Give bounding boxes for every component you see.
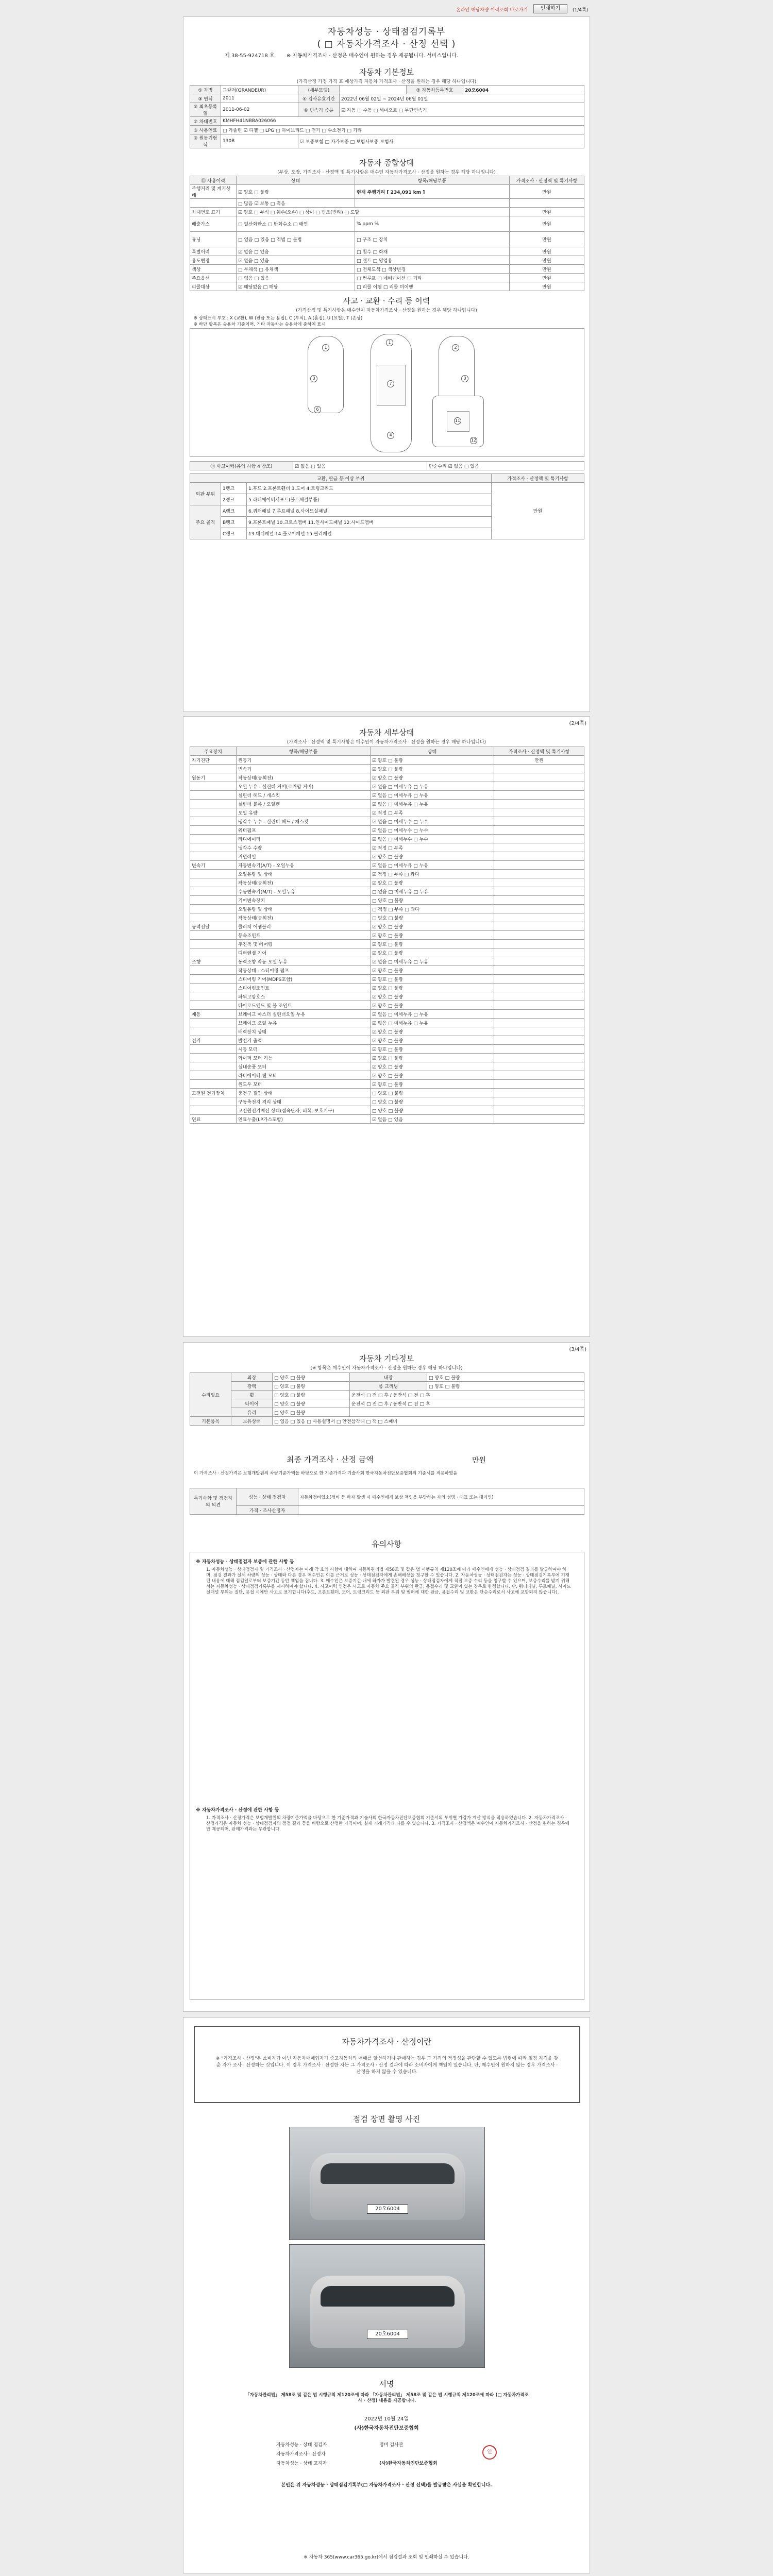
detail-category [190,975,237,984]
detail-item: 오일 유량 [237,808,371,817]
detail-category [190,1071,237,1080]
detail-category: 연료 [190,1115,237,1124]
detail-category [190,1080,237,1089]
caution-head-2: ※ 자동차가격조사 · 산정에 관한 사항 등 [196,1808,279,1813]
detail-status: ☑ 없음 □ 미세누수 □ 누수 [371,817,494,826]
accident-title: 사고 · 교환 · 수리 등 이력 [343,296,430,306]
detail-price [494,791,584,800]
detail-status: ☑ 없음 □ 미세누수 □ 누수 [371,835,494,843]
detail-item: 냉각수 누수 - 실린더 헤드 / 개스킷 [237,817,371,826]
detail-category [190,940,237,948]
price-unit: 만원 [472,1456,486,1465]
page-number: (1/4쪽) [573,8,589,13]
detail-status: ☑ 양호 □ 불량 [371,1001,494,1010]
other-table: 수리필요 외장 □ 양호 □ 불량 내장 □ 양호 □ 불량 광택 □ 양호 □ 불량 룸 크리닝 □ 양호 □ 불량 휠 □ 양호 □ 불량 운전석 □ 전 □ 후 / 동반석 □ 전 □ 후 타이어 □ 양호 □ 불량 운전석 □ 전 □ 후 / 동반석 □ 전 □ 후 유리 □ 양호 □ 불량 기본품목 보유상태 □ 없음 □ 있음 □ 사용설명서 □ 안전삼각대 □ 잭 □ 스패너 [190,1372,584,1426]
part-number: 6 [314,406,321,413]
detail-category [190,992,237,1001]
detail-price [494,887,584,896]
detail-item: 스티어링 기어(MDPS포함) [237,975,371,984]
detail-category [190,905,237,913]
seal-stamp: 인 [482,2445,497,2460]
basic-info-table: ① 차명 그랜저(GRANDEUR) (세부모델) ② 자동차등록번호 20오6004 ③ 연식 2011 ④ 검사유효기간 2022년 06월 02일 ~ 2024년 06월 01일 ⑤ 최초등록일 2011-06-02 ⑥ 변속기 종류 ☑ 자동 □ 수동 □ 세미오토 □ 무단변속기 ⑦ 차대번호 KMHFH41NBBA026066 ⑧ 사용연료 □ 가솔린 ☑ 디젤 □ LPG □ 하이브리드 □ 전기 □ 수소전기 □ 기타 ⑨ 원동기형식 130B ☑ 보증보험 □ 자가보증 □ 보험사보증 보험사 [190,85,584,148]
detail-price [494,1097,584,1106]
detail-item: 수동변속기(M/T) - 오일누유 [237,887,371,896]
detail-status: ☑ 양호 □ 불량 [371,756,494,765]
detail-status: □ 양호 □ 불량 [371,913,494,922]
detail-category [190,1019,237,1027]
detail-item: 추진축 및 베어링 [237,940,371,948]
detail-row [190,800,584,808]
caution-text-2: 1. 가격조사 · 산정가격은 보험개발원의 차량기준가액을 바탕으로 한 기준가격과 기술사회 한국자동차진단보증협회 기준서의 부위별 가감가 계산 방식을 적용하였습니다. 2. 자동차가격조사 · 산정가격은 자동차 성능 · 상태점검자의 점검 결과 등을 바탕으로 산정한 가격이며, 실제 거래가격과 다를 수 있습니다. 3. 가격조사 · 산정액은 매수인이 자동차가격조사 · 산정을 원하는 경우에만 제공되며, 판매가격과는 무관합니다. [206,1816,569,1832]
detail-price [494,992,584,1001]
detail-price: 만원 [494,756,584,765]
detail-row [190,992,584,1001]
detail-row [190,1062,584,1071]
detail-price [494,1054,584,1062]
detail-item: 디퍼렌셜 기어 [237,948,371,957]
detail-price [494,826,584,835]
detail-row [190,896,584,905]
page-number: (2/4쪽) [569,721,586,726]
detail-status: □ 양호 □ 불량 [371,1089,494,1097]
detail-status: ☑ 없음 □ 미세누유 □ 누유 [371,1010,494,1019]
detail-status: ☑ 적정 □ 부족 [371,843,494,852]
detail-row [190,817,584,826]
detail-item: 냉각수 수량 [237,843,371,852]
detail-item: 타이로드엔드 및 볼 조인트 [237,1001,371,1010]
detail-table: 주요장치 항목/해당부품 상태 가격조사 · 산정액 및 특기사항 자기진단 원동기 ☑ 양호 □ 불량 만원 변속기 ☑ 양호 □ 불량 원동기 작동상태(공회전) ☑ 양호 □ 불량 오일 누유 - 실린더 커버(로커암 커버) ☑ 없음 □ 미세누유 □ 누유 실린더 헤드 / 개스킷 ☑ 없음 □ 미세누유 □ 누유 실린더 블록 / 오일팬 ☑ 없음 □ 미세누유 □ 누유 오일 유량 ☑ 적정 □ 부족 냉각수 누수 - 실린더 헤드 / 개스킷 ☑ 없음 □ 미세누수 □ 누수 워터펌프 ☑ 없음 □ 미세누수 □ 누수 라디에이터 ☑ 없음 □ 미세누수 □ 누수 냉각수 수량 ☑ 적정 □ 부족 커먼레일 ☑ 양호 □ 불량 변속기 자동변속기(A/T) - 오일누유 ☑ 없음 □ 미세누유 □ 누유 오일유량 및 상태 ☑ 적정 □ 부족 □ 과다 작동상태(공회전) ☑ 양호 □ 불량 수동변속기(M/T) - 오일누유 □ 없음 □ 미세누유 □ 누유 기어변속장치 □ 양호 □ 불량 오일유량 및 상태 □ 적정 □ 부족 □ 과다 작동상태(공회전) □ 양호 □ 불량 동력전달 클러치 어셈블리 ☑ 양호 □ 불량 등속조인트 ☑ 양호 □ 불량 추진축 및 베어링 ☑ 양호 □ 불량 디퍼렌셜 기어 ☑ 양호 □ 불량 조향 동력조향 작동 오일 누유 ☑ 없음 □ 미세누유 □ 누유 작동상태 - 스티어링 펌프 ☑ 양호 □ 불량 스티어링 기어(MDPS포함) ☑ 양호 □ 불량 스티어링조인트 ☑ 양호 □ 불량 파워고압호스 ☑ 양호 □ 불량 타이로드엔드 및 볼 조인트 ☑ 양호 □ 불량 제동 브레이크 마스터 실린더오일 누유 ☑ 없음 □ 미세누유 □ 누유 브레이크 오일 누유 ☑ 없음 □ 미세누유 □ 누유 배력장치 상태 ☑ 양호 □ 불량 전기 발전기 출력 ☑ 양호 □ 불량 시동 모터 ☑ 양호 □ 불량 와이퍼 모터 기능 ☑ 양호 □ 불량 실내송풍 모터 ☑ 양호 □ 불량 라디에이터 팬 모터 ☑ 양호 □ 불량 윈도우 모터 ☑ 양호 □ 불량 고전원 전기장치 충전구 절연 상태 □ 양호 □ 불량 구동축전지 격리 상태 □ 양호 □ 불량 고전원전기배선 상태(접속단자, 피복, 보호기구) □ 양호 □ 불량 연료 연료누출(LP가스포함) ☑ 없음 □ 있음 [190,747,584,1124]
part-number: 12 [470,437,477,444]
detail-price [494,957,584,966]
part-number: 4 [387,432,394,439]
footer-note: ※ 자동차 365(www.car365.go.kr)에서 점검결과 조회 및 인쇄하실 수 있습니다. [304,2555,469,2560]
detail-category [190,1097,237,1106]
detail-category: 변속기 [190,861,237,870]
detail-category [190,948,237,957]
detail-category: 동력전달 [190,922,237,931]
sign-date: 2022년 10월 24일 [364,2416,409,2422]
detail-price [494,817,584,826]
inspection-photo-front [289,2127,485,2240]
detail-category [190,782,237,791]
other-note: (※ 항목은 매수인이 자동차가격조사 · 산정을 원하는 경우 해당 하나입니다) [310,1366,463,1371]
detail-row [190,948,584,957]
detail-price [494,1019,584,1027]
accident-legend-2: ※ 하단 항목은 승용차 기준이며, 기타 자동차는 승용차에 준하여 표시 [194,322,326,327]
detail-row [190,940,584,948]
detail-status: □ 적정 □ 부족 □ 과다 [371,905,494,913]
detail-item: 연료누출(LP가스포함) [237,1115,371,1124]
detail-status: ☑ 양호 □ 불량 [371,773,494,782]
detail-category [190,913,237,922]
detail-status: ☑ 양호 □ 불량 [371,931,494,940]
detail-price [494,1036,584,1045]
detail-status: ☑ 없음 □ 미세누유 □ 누유 [371,791,494,800]
detail-status: ☑ 양호 □ 불량 [371,1080,494,1089]
detail-status: □ 양호 □ 불량 [371,1097,494,1106]
detail-row [190,835,584,843]
detail-category: 전기 [190,1036,237,1045]
detail-status: □ 없음 □ 미세누유 □ 누유 [371,887,494,896]
detail-category [190,817,237,826]
detail-row [190,870,584,878]
detail-row [190,984,584,992]
detail-row [190,765,584,773]
detail-price [494,782,584,791]
detail-category [190,765,237,773]
detail-row [190,1054,584,1062]
sign-org: (사)한국자동차진단보증협회 [354,2426,419,2431]
detail-price [494,852,584,861]
detail-category: 자기진단 [190,756,237,765]
detail-row [190,957,584,966]
detail-category [190,931,237,940]
detail-item: 작동상태(공회전) [237,773,371,782]
doc-title: 자동차성능 · 상태점검기록부 [327,27,446,37]
detail-status: ☑ 없음 □ 미세누유 □ 누유 [371,861,494,870]
page-number: (3/4쪽) [569,1347,586,1352]
detail-price [494,1001,584,1010]
basic-info-title: 자동차 기본정보 [359,67,414,77]
other-title: 자동차 기타정보 [359,1354,414,1363]
detail-row [190,1001,584,1010]
detail-category [190,835,237,843]
detail-status: ☑ 양호 □ 불량 [371,975,494,984]
detail-row [190,878,584,887]
detail-category: 조향 [190,957,237,966]
detail-row [190,966,584,975]
signer-1-value: 정비 검사관 [379,2443,404,2448]
detail-price [494,773,584,782]
part-number: 3 [310,375,317,382]
detail-status: ☑ 없음 □ 있음 [371,1115,494,1124]
detail-price [494,861,584,870]
detail-row [190,756,584,765]
detail-status: ☑ 없음 □ 미세누유 □ 누유 [371,957,494,966]
detail-item: 발전기 출력 [237,1036,371,1045]
accident-summary-table: ⑫ 사고이력(유의 사항 4 참조) ☑ 없음 □ 있음 단순수리 ☑ 없음 □ 있음 [190,461,584,470]
caution-text-1: 1. 자동차성능 · 상태점검자 및 가격조사 · 산정자는 아래 각 호의 사항에 대하여 자동차관리법 제58조 및 같은 법 시행규칙 제120조에 따라 매수인에게 성능 · 상태점검 결과를 발급하여야 하며, 점검 결과가 실제 차량의 성능 · 상태와 다른 경우 매수인은 이를 근거로 성능 · 상태점검자에게 손해배상을 청구할 수 있습니다. 2. 자동차성능 · 상태점검자는 성능 · 상태점검기록부에 기재된 내용에 대해 점검일로부터 보증기간 동안 책임을 집니다. 3. 매수인은 보증기간 내에 하자가 발견된 경우 성능 · 상태점검자에게 직접 보증 수리 등을 청구할 수 있으며, 보증수리를 받기 위해서는 자동차성능 · 상태점검기록부를 제시하여야 합니다. 4. 사고이력 인정은 사고로 자동차 주요 골격 부위의 판금, 용접수리 및 교환이 있는 경우로 한정합니다. 단, 쿼터패널, 루프패널, 사이드실패널 부위는 절단, 용접 시에만 사고로 표기합니다(후드, 프론트휀더, 도어, 트렁크리드 등 외판 부위 및 범퍼에 대한 판금, 용접수리 및 교환은 단순수리로서 사고에 포함되지 않습니다). [206,1567,571,1595]
license-plate-front: 20오6004 [367,2205,408,2214]
detail-status: ☑ 양호 □ 불량 [371,852,494,861]
detail-item: 원동기 [237,756,371,765]
detail-item: 와이퍼 모터 기능 [237,1054,371,1062]
detail-status: ☑ 없음 □ 미세누유 □ 누유 [371,782,494,791]
page-4 [183,2017,590,2573]
detail-row [190,975,584,984]
detail-item: 스티어링조인트 [237,984,371,992]
detail-status: ☑ 적정 □ 부족 □ 과다 [371,870,494,878]
status-note: (부상, 도장, 가격조사 · 산정액 및 특기사항은 매수인 자동차가격조사 · 산정을 원하는 경우 해당 하나입니다) [277,170,496,175]
detail-note: (가격조사 · 산정액 및 특기사항은 매수인이 자동차가격조사 · 산정을 원하는 경우 해당 하나입니다) [287,740,486,745]
signer-1-label: 자동차성능 · 상태 점검자 [276,2443,327,2448]
detail-item: 자동변속기(A/T) - 오일누유 [237,861,371,870]
detail-price [494,922,584,931]
page-2 [183,716,590,1337]
detail-row [190,1115,584,1124]
detail-item: 라디에이터 팬 모터 [237,1071,371,1080]
sign-text: 「자동차관리법」 제58조 및 같은 법 시행규칙 제120조에 따라 「자동차관리법」 제58조 및 같은 법 시행규칙 제120조에 따라 (□ 자동차가격조사 · 산정) 내용을 제공합니다. [245,2393,529,2403]
caution-title: 유의사항 [372,1539,401,1549]
detail-category [190,870,237,878]
detail-category [190,887,237,896]
inspection-photo-rear [289,2244,485,2368]
detail-row [190,1089,584,1097]
detail-status: □ 양호 □ 불량 [371,896,494,905]
detail-status: ☑ 양호 □ 불량 [371,984,494,992]
detail-item: 실린더 헤드 / 개스킷 [237,791,371,800]
price-title: 최종 가격조사 · 산정 금액 [287,1455,374,1464]
detail-price [494,1045,584,1054]
status-table: ⑪ 사용이력 상태 항목/해당부품 가격조사 · 산정액 및 특기사항 주행거리 및 계기상태 ☑ 양호 □ 불량 현재 주행거리 [ 234,091 km ] 만원 □ 많음 ☑ 보통 □ 적음 차대번호 표기 ☑ 양호 □ 부식 □ 훼손(오손) □ 상이 □ 변조(변타) □ 도말 만원 배출가스 □ 일산화탄소 □ 탄화수소 □ 매연 % ppm % 만원 튜닝 □ 없음 □ 있음 □ 적법 □ 불법 □ 구조 □ 장치 만원 특별이력 ☑ 없음 □ 있음 □ 침수 □ 화재 만원 용도변경 ☑ 없음 □ 있음 □ 렌트 □ 영업용 만원 색상 □ 무채색 □ 유채색 □ 전체도색 □ 색상변경 만원 주요옵션 □ 없음 □ 있음 □ 썬루프 □ 네비게이션 □ 기타 만원 리콜대상 ☑ 해당없음 □ 해당 □ 리콜 이행 □ 리콜 미이행 만원 [190,176,584,291]
detail-category [190,1062,237,1071]
detail-status: ☑ 양호 □ 불량 [371,765,494,773]
detail-price [494,975,584,984]
detail-category [190,1054,237,1062]
detail-category: 원동기 [190,773,237,782]
detail-price [494,1115,584,1124]
detail-category [190,1001,237,1010]
signer-3-value: (사)한국자동차진단보증협회 [379,2461,438,2466]
detail-category [190,852,237,861]
detail-status: ☑ 양호 □ 불량 [371,966,494,975]
status-title: 자동차 종합상태 [359,158,414,167]
detail-item: 브레이크 오일 누유 [237,1019,371,1027]
detail-category [190,1045,237,1054]
detail-category [190,896,237,905]
detail-item: 브레이크 마스터 실린더오일 누유 [237,1010,371,1019]
detail-price [494,800,584,808]
detail-price [494,1071,584,1080]
detail-row [190,1019,584,1027]
detail-item: 동력조향 작동 오일 누유 [237,957,371,966]
detail-price [494,835,584,843]
part-number: 7 [387,380,394,387]
detail-item: 워터펌프 [237,826,371,835]
detail-price [494,808,584,817]
detail-row [190,905,584,913]
detail-item: 시동 모터 [237,1045,371,1054]
detail-row [190,852,584,861]
detail-item: 오일유량 및 상태 [237,905,371,913]
detail-item: 변속기 [237,765,371,773]
accident-note: (가격산정 및 특기사항은 매수인이 자동차가격조사 · 산정을 원하는 경우 해당 하나입니다) [296,308,477,313]
detail-item: 작동상태 - 스티어링 펌프 [237,966,371,975]
banner-text: ※ "가격조사 · 산정"은 소비자가 아닌 자동차매매업자가 중고자동차의 매매를 알선하거나 판매하는 경우 그 가격의 적정성을 판단할 수 있도록 법령에 따라 일정 자격을 갖춘 자가 조사 · 산정하는 것입니다. 이 경우 가격조사 · 산정한 자는 그 가격조사 · 산정 결과에 따라 소비자에게 책임이 있습니다. 단, 매수인이 원하지 않는 경우 가격조사 · 산정을 하지 않을 수 있습니다. [215,2056,559,2075]
detail-price [494,896,584,905]
detail-price [494,1080,584,1089]
detail-status: ☑ 양호 □ 불량 [371,1071,494,1080]
detail-status: ☑ 없음 □ 미세누유 □ 누유 [371,1019,494,1027]
history-link[interactable]: 온라인 해당차량 이력조회 바로가기 [456,8,528,13]
doc-number: 제 38-55-924718 호 [225,53,275,59]
detail-item: 작동상태(공회전) [237,913,371,922]
detail-item: 라디에이터 [237,835,371,843]
detail-row [190,922,584,931]
part-number: 11 [454,417,461,425]
page-1 [183,16,590,712]
detail-category [190,966,237,975]
detail-row [190,931,584,940]
banner-title: 자동차가격조사 · 산정이란 [342,2037,431,2046]
detail-category [190,808,237,817]
detail-category [190,826,237,835]
detail-category [190,1106,237,1115]
print-button[interactable]: 인쇄하기 [533,4,567,13]
detail-row [190,1010,584,1019]
doc-note: ※ 자동차가격조사 · 산정은 매수인이 원하는 경우 제공됩니다. 서비스입니다. [287,53,459,59]
price-note: 이 가격조사 · 산정가격은 보험개발원의 차량기준가액을 바탕으로 한 기준가격과 기술사회 한국자동차진단보증협회의 기준서를 적용하였음 [194,1471,458,1476]
detail-price [494,1106,584,1115]
detail-row [190,887,584,896]
detail-item: 기어변속장치 [237,896,371,905]
car-diagram [190,328,584,457]
detail-item: 작동상태(공회전) [237,878,371,887]
detail-row [190,826,584,835]
basic-info-note: (가격산정 가정 가격 표 예상가격 자동차 가격조사 · 산정을 원하는 경우 해당 하나입니다) [296,79,477,84]
detail-price [494,843,584,852]
detail-status: ☑ 없음 □ 미세누수 □ 누수 [371,826,494,835]
caution-head-1: ※ 자동차성능 · 상태점검자 보증에 관한 사항 등 [196,1560,294,1565]
detail-item: 구동축전지 격리 상태 [237,1097,371,1106]
detail-status: ☑ 적정 □ 부족 [371,808,494,817]
detail-price [494,1089,584,1097]
detail-item: 파워고압호스 [237,992,371,1001]
detail-price [494,905,584,913]
detail-row [190,1036,584,1045]
detail-category [190,843,237,852]
detail-row [190,1097,584,1106]
detail-row [190,773,584,782]
detail-item: 고전원전기배선 상태(접속단자, 피복, 보호기구) [237,1106,371,1115]
detail-row [190,1045,584,1054]
detail-price [494,1027,584,1036]
detail-item: 오일 누유 - 실린더 커버(로커암 커버) [237,782,371,791]
detail-item: 클러치 어셈블리 [237,922,371,931]
accident-table: 교환, 판금 등 이상 부위 가격조사 · 산정액 및 특기사항 외판 부위 1랭크 1.후드 2.프론트휀더 3.도어 4.트렁크리드 만원 2랭크 5.라디에이터서포트(볼트체결부품) 주요 골격 A랭크 6.쿼터패널 7.루프패널 8.사이드실패널 B랭크 9.프론트패널 10.크로스멤버 11.인사이드패널 12.사이드멤버 C랭크 13.대쉬패널 14.플로어패널 15.필러패널 [190,473,584,539]
detail-status: ☑ 없음 □ 미세누유 □ 누유 [371,800,494,808]
detail-title: 자동차 세부상태 [359,728,414,737]
detail-row [190,782,584,791]
detail-price [494,870,584,878]
detail-item: 윈도우 모터 [237,1080,371,1089]
detail-status: ☑ 양호 □ 불량 [371,922,494,931]
special-table: 특기사항 및 점검자의 의견 성능 · 상태 점검자 자동차정비업소(정비 등 하자 발생 시 매수인에게 보상 책임을 부담하는 자의 성명 · 대표 또는 대리인) 가격 · 조사산정자 [190,1488,584,1515]
detail-item: 실린더 블록 / 오일팬 [237,800,371,808]
signer-2-label: 자동차가격조사 · 산정자 [276,2452,326,2457]
detail-item: 배력장치 상태 [237,1027,371,1036]
detail-row [190,913,584,922]
detail-price [494,1062,584,1071]
detail-item: 오일유량 및 상태 [237,870,371,878]
detail-status: ☑ 양호 □ 불량 [371,1062,494,1071]
detail-status: ☑ 양호 □ 불량 [371,1045,494,1054]
detail-item: 등속조인트 [237,931,371,940]
detail-item: 충전구 절연 상태 [237,1089,371,1097]
detail-row [190,808,584,817]
detail-category [190,984,237,992]
detail-category [190,791,237,800]
detail-price [494,966,584,975]
detail-category: 제동 [190,1010,237,1019]
detail-category [190,800,237,808]
detail-category [190,1027,237,1036]
footer-confirm: 본인은 위 자동차성능 · 상태점검기록부(□ 자동차가격조사 · 산정 선택)를 발급받은 사실을 확인합니다. [281,2483,492,2488]
accident-legend: ※ 상태표시 부호 : X (교환), W (판금 또는 용접), C (부식), A (흠집), U (요철), T (손상) [194,316,363,321]
caution-box [190,1552,584,2000]
detail-row [190,1106,584,1115]
detail-price [494,913,584,922]
detail-status: ☑ 양호 □ 불량 [371,1036,494,1045]
detail-row [190,861,584,870]
sign-title: 서명 [379,2379,394,2388]
detail-status: ☑ 양호 □ 불량 [371,1054,494,1062]
detail-status: □ 양호 □ 불량 [371,1106,494,1115]
detail-item: 실내송풍 모터 [237,1062,371,1071]
detail-status: ☑ 양호 □ 불량 [371,948,494,957]
detail-status: ☑ 양호 □ 불량 [371,992,494,1001]
detail-row [190,843,584,852]
detail-category: 고전원 전기장치 [190,1089,237,1097]
detail-row [190,791,584,800]
photos-title: 점검 장면 촬영 사진 [352,2114,421,2124]
detail-item: 커먼레일 [237,852,371,861]
detail-row [190,1071,584,1080]
part-number: 2 [452,344,459,351]
detail-price [494,940,584,948]
detail-price [494,878,584,887]
detail-row [190,1080,584,1089]
detail-status: ☑ 양호 □ 불량 [371,1027,494,1036]
detail-status: ☑ 양호 □ 불량 [371,878,494,887]
detail-price [494,931,584,940]
part-number: 1 [386,339,393,346]
detail-price [494,765,584,773]
detail-category [190,878,237,887]
part-number: 1 [322,344,329,351]
detail-status: ☑ 양호 □ 불량 [371,940,494,948]
license-plate-rear: 20오6004 [367,2330,408,2339]
page-3 [183,1342,590,2012]
detail-price [494,948,584,957]
signer-3-label: 자동차성능 · 상태 고지자 [276,2461,327,2466]
part-number: 3 [461,375,468,382]
doc-subtitle: ( □ 자동차가격조사 · 산정 선택 ) [317,39,456,49]
detail-price [494,984,584,992]
top-bar [183,3,590,15]
detail-price [494,1010,584,1019]
detail-row [190,1027,584,1036]
